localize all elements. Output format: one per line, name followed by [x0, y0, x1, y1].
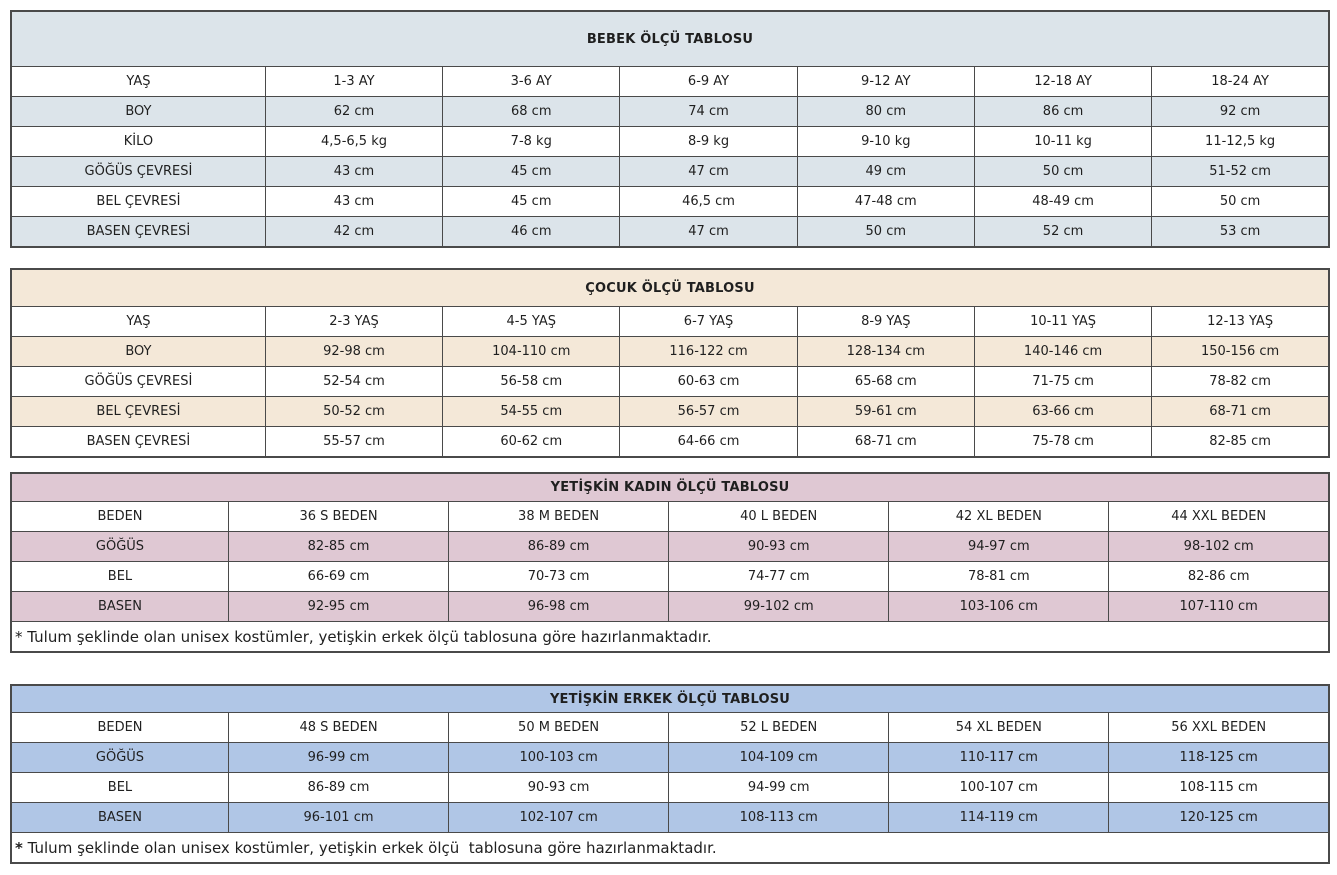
- size-value-cell: 94-99 cm: [669, 773, 889, 803]
- size-value-cell: 42 cm: [265, 217, 442, 248]
- footnote-asterisk: *: [15, 627, 23, 646]
- size-table-section-kadin: [10, 472, 1330, 653]
- size-value-cell: 92-98 cm: [265, 337, 442, 367]
- size-value-cell: 45 cm: [443, 187, 620, 217]
- column-header-row: [11, 713, 1329, 743]
- size-value-cell: 50-52 cm: [265, 397, 442, 427]
- size-table-section-cocuk: [10, 268, 1330, 458]
- column-header-cell: 2-3 YAŞ: [265, 307, 442, 337]
- size-value-cell: 96-99 cm: [228, 743, 448, 773]
- size-value-cell: 48-49 cm: [974, 187, 1151, 217]
- size-value-cell: 45 cm: [443, 157, 620, 187]
- row-label-cell: GÖĞÜS: [11, 532, 228, 562]
- column-header-cell: 10-11 YAŞ: [974, 307, 1151, 337]
- table-footnote: [11, 833, 1329, 864]
- size-value-cell: 50 cm: [797, 217, 974, 248]
- table-title: YETİŞKİN ERKEK ÖLÇÜ TABLOSU: [11, 685, 1329, 713]
- size-value-cell: 51-52 cm: [1152, 157, 1329, 187]
- size-value-cell: 10-11 kg: [974, 127, 1151, 157]
- row-label-cell: GÖĞÜS ÇEVRESİ: [11, 157, 265, 187]
- size-table-cocuk: [10, 268, 1330, 458]
- measure-row: [11, 337, 1329, 367]
- size-value-cell: 78-81 cm: [889, 562, 1109, 592]
- size-value-cell: 55-57 cm: [265, 427, 442, 458]
- footnote-asterisk: *: [15, 838, 23, 857]
- measure-row: [11, 367, 1329, 397]
- column-header-cell: 6-7 YAŞ: [620, 307, 797, 337]
- measure-row: [11, 803, 1329, 833]
- size-value-cell: 114-119 cm: [889, 803, 1109, 833]
- size-value-cell: 8-9 kg: [620, 127, 797, 157]
- column-header-cell: 18-24 AY: [1152, 67, 1329, 97]
- size-value-cell: 64-66 cm: [620, 427, 797, 458]
- size-value-cell: 74-77 cm: [669, 562, 889, 592]
- size-value-cell: 92-95 cm: [228, 592, 448, 622]
- table-title-row: [11, 473, 1329, 502]
- column-header-cell: 3-6 AY: [443, 67, 620, 97]
- measure-row: [11, 187, 1329, 217]
- footnote-text: Tulum şeklinde olan unisex kostümler, yetişkin erkek ölçü tablosuna göre hazırlanmaktadır.: [22, 627, 712, 646]
- size-value-cell: 78-82 cm: [1152, 367, 1329, 397]
- size-value-cell: 53 cm: [1152, 217, 1329, 248]
- footnote-row: [11, 622, 1329, 653]
- size-value-cell: 56-57 cm: [620, 397, 797, 427]
- row-label-cell: KİLO: [11, 127, 265, 157]
- size-value-cell: 56-58 cm: [443, 367, 620, 397]
- size-table-bebek: [10, 10, 1330, 248]
- size-value-cell: 128-134 cm: [797, 337, 974, 367]
- table-footnote: [11, 622, 1329, 653]
- size-value-cell: 46 cm: [443, 217, 620, 248]
- size-value-cell: 82-85 cm: [228, 532, 448, 562]
- size-value-cell: 108-115 cm: [1109, 773, 1329, 803]
- size-value-cell: 100-103 cm: [449, 743, 669, 773]
- size-value-cell: 7-8 kg: [443, 127, 620, 157]
- size-value-cell: 104-109 cm: [669, 743, 889, 773]
- size-value-cell: 65-68 cm: [797, 367, 974, 397]
- table-title: ÇOCUK ÖLÇÜ TABLOSU: [11, 269, 1329, 307]
- size-value-cell: 104-110 cm: [443, 337, 620, 367]
- row-label-cell: BASEN: [11, 803, 228, 833]
- column-header-cell: 36 S BEDEN: [228, 502, 448, 532]
- size-table-erkek: [10, 684, 1330, 864]
- size-value-cell: 90-93 cm: [669, 532, 889, 562]
- row-label-cell: BASEN ÇEVRESİ: [11, 427, 265, 458]
- size-value-cell: 68-71 cm: [1152, 397, 1329, 427]
- size-value-cell: 107-110 cm: [1109, 592, 1329, 622]
- row-label-cell: BASEN: [11, 592, 228, 622]
- size-tables-document: [10, 10, 1330, 864]
- column-header-cell: 12-13 YAŞ: [1152, 307, 1329, 337]
- size-value-cell: 82-86 cm: [1109, 562, 1329, 592]
- column-header-cell: 42 XL BEDEN: [889, 502, 1109, 532]
- size-value-cell: 98-102 cm: [1109, 532, 1329, 562]
- size-value-cell: 110-117 cm: [889, 743, 1109, 773]
- size-value-cell: 11-12,5 kg: [1152, 127, 1329, 157]
- row-label-cell: BEL: [11, 562, 228, 592]
- size-value-cell: 80 cm: [797, 97, 974, 127]
- measure-row: [11, 592, 1329, 622]
- size-value-cell: 4,5-6,5 kg: [265, 127, 442, 157]
- size-value-cell: 68 cm: [443, 97, 620, 127]
- row-label-cell: GÖĞÜS: [11, 743, 228, 773]
- size-value-cell: 49 cm: [797, 157, 974, 187]
- footnote-row: [11, 833, 1329, 864]
- size-value-cell: 70-73 cm: [449, 562, 669, 592]
- measure-row: [11, 157, 1329, 187]
- row-label-cell: BOY: [11, 97, 265, 127]
- row-label-cell: BASEN ÇEVRESİ: [11, 217, 265, 248]
- size-value-cell: 46,5 cm: [620, 187, 797, 217]
- column-header-row: [11, 307, 1329, 337]
- table-title-row: [11, 269, 1329, 307]
- row-label-cell: BEL ÇEVRESİ: [11, 187, 265, 217]
- size-value-cell: 68-71 cm: [797, 427, 974, 458]
- size-value-cell: 99-102 cm: [669, 592, 889, 622]
- column-header-row: [11, 67, 1329, 97]
- row-label-cell: BOY: [11, 337, 265, 367]
- size-value-cell: 9-10 kg: [797, 127, 974, 157]
- header-label-cell: BEDEN: [11, 502, 228, 532]
- column-header-row: [11, 502, 1329, 532]
- measure-row: [11, 127, 1329, 157]
- column-header-cell: 9-12 AY: [797, 67, 974, 97]
- size-value-cell: 90-93 cm: [449, 773, 669, 803]
- table-title: BEBEK ÖLÇÜ TABLOSU: [11, 11, 1329, 67]
- size-table-section-erkek: [10, 684, 1330, 864]
- size-value-cell: 102-107 cm: [449, 803, 669, 833]
- measure-row: [11, 773, 1329, 803]
- size-value-cell: 116-122 cm: [620, 337, 797, 367]
- size-value-cell: 47-48 cm: [797, 187, 974, 217]
- column-header-cell: 4-5 YAŞ: [443, 307, 620, 337]
- size-value-cell: 66-69 cm: [228, 562, 448, 592]
- header-label-cell: BEDEN: [11, 713, 228, 743]
- measure-row: [11, 562, 1329, 592]
- size-value-cell: 63-66 cm: [974, 397, 1151, 427]
- size-value-cell: 75-78 cm: [974, 427, 1151, 458]
- measure-row: [11, 397, 1329, 427]
- size-value-cell: 43 cm: [265, 187, 442, 217]
- measure-row: [11, 532, 1329, 562]
- size-value-cell: 52 cm: [974, 217, 1151, 248]
- size-value-cell: 96-101 cm: [228, 803, 448, 833]
- size-value-cell: 150-156 cm: [1152, 337, 1329, 367]
- column-header-cell: 48 S BEDEN: [228, 713, 448, 743]
- size-value-cell: 96-98 cm: [449, 592, 669, 622]
- column-header-cell: 56 XXL BEDEN: [1109, 713, 1329, 743]
- column-header-cell: 8-9 YAŞ: [797, 307, 974, 337]
- column-header-cell: 50 M BEDEN: [449, 713, 669, 743]
- size-value-cell: 100-107 cm: [889, 773, 1109, 803]
- column-header-cell: 44 XXL BEDEN: [1109, 502, 1329, 532]
- column-header-cell: 6-9 AY: [620, 67, 797, 97]
- size-value-cell: 62 cm: [265, 97, 442, 127]
- size-value-cell: 140-146 cm: [974, 337, 1151, 367]
- row-label-cell: GÖĞÜS ÇEVRESİ: [11, 367, 265, 397]
- size-value-cell: 52-54 cm: [265, 367, 442, 397]
- size-value-cell: 60-63 cm: [620, 367, 797, 397]
- footnote-text: Tulum şeklinde olan unisex kostümler, yetişkin erkek ölçü tablosuna göre hazırlanmaktadır.: [22, 838, 717, 857]
- measure-row: [11, 427, 1329, 458]
- size-value-cell: 86 cm: [974, 97, 1151, 127]
- measure-row: [11, 97, 1329, 127]
- header-label-cell: YAŞ: [11, 67, 265, 97]
- size-value-cell: 86-89 cm: [228, 773, 448, 803]
- size-value-cell: 47 cm: [620, 217, 797, 248]
- column-header-cell: 38 M BEDEN: [449, 502, 669, 532]
- column-header-cell: 54 XL BEDEN: [889, 713, 1109, 743]
- size-value-cell: 103-106 cm: [889, 592, 1109, 622]
- row-label-cell: BEL: [11, 773, 228, 803]
- size-value-cell: 118-125 cm: [1109, 743, 1329, 773]
- size-table-kadin: [10, 472, 1330, 653]
- size-table-section-bebek: [10, 10, 1330, 248]
- size-value-cell: 54-55 cm: [443, 397, 620, 427]
- size-value-cell: 74 cm: [620, 97, 797, 127]
- size-value-cell: 59-61 cm: [797, 397, 974, 427]
- table-title: YETİŞKİN KADIN ÖLÇÜ TABLOSU: [11, 473, 1329, 502]
- size-value-cell: 43 cm: [265, 157, 442, 187]
- size-value-cell: 108-113 cm: [669, 803, 889, 833]
- table-title-row: [11, 11, 1329, 67]
- size-value-cell: 50 cm: [974, 157, 1151, 187]
- header-label-cell: YAŞ: [11, 307, 265, 337]
- column-header-cell: 40 L BEDEN: [669, 502, 889, 532]
- size-value-cell: 86-89 cm: [449, 532, 669, 562]
- size-value-cell: 60-62 cm: [443, 427, 620, 458]
- size-value-cell: 50 cm: [1152, 187, 1329, 217]
- row-label-cell: BEL ÇEVRESİ: [11, 397, 265, 427]
- measure-row: [11, 743, 1329, 773]
- size-value-cell: 71-75 cm: [974, 367, 1151, 397]
- measure-row: [11, 217, 1329, 248]
- column-header-cell: 1-3 AY: [265, 67, 442, 97]
- size-value-cell: 82-85 cm: [1152, 427, 1329, 458]
- size-value-cell: 94-97 cm: [889, 532, 1109, 562]
- size-value-cell: 47 cm: [620, 157, 797, 187]
- column-header-cell: 12-18 AY: [974, 67, 1151, 97]
- column-header-cell: 52 L BEDEN: [669, 713, 889, 743]
- size-value-cell: 120-125 cm: [1109, 803, 1329, 833]
- size-value-cell: 92 cm: [1152, 97, 1329, 127]
- table-title-row: [11, 685, 1329, 713]
